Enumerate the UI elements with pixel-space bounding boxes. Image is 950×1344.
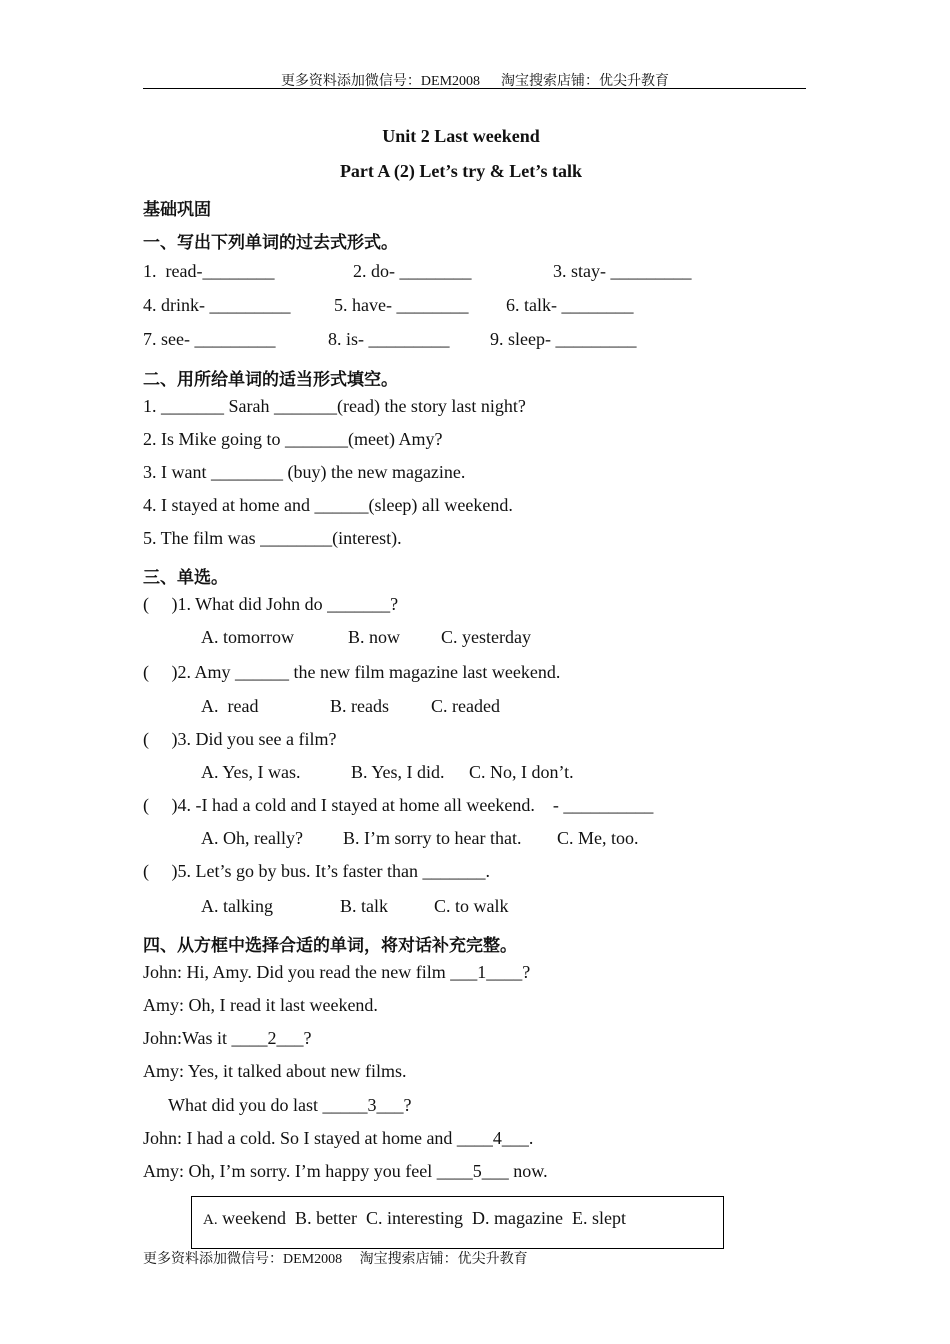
dialogue-line: John:Was it ____2___? (143, 1028, 312, 1048)
mc-option: C. to walk (434, 896, 509, 916)
dialogue-line: John: Hi, Amy. Did you read the new film ___1____? (143, 962, 531, 982)
mc-option: A. tomorrow (201, 627, 294, 647)
section-basic-heading: 基础巩固 (143, 200, 211, 220)
mc-option: B. I’m sorry to hear that. (343, 828, 522, 848)
past-tense-item: 6. talk- ________ (506, 295, 634, 315)
mc-question: ( )1. What did John do _______? (143, 594, 399, 614)
mc-option: A. talking (201, 896, 273, 916)
mc-option: A. Yes, I was. (201, 762, 301, 782)
part-title: Part A (2) Let’s try & Let’s talk (339, 161, 583, 181)
dialogue-line: Amy: Oh, I read it last weekend. (143, 995, 378, 1015)
mc-option: C. No, I don’t. (469, 762, 574, 782)
fill-blank-item: 1. _______ Sarah _______(read) the story last night? (143, 396, 526, 416)
dialogue-line: What did you do last _____3___? (168, 1095, 412, 1115)
past-tense-item: 4. drink- _________ (143, 295, 291, 315)
mc-question: ( )5. Let’s go by bus. It’s faster than _______. (143, 861, 490, 881)
mc-option: A. Oh, really? (201, 828, 303, 848)
past-tense-item: 2. do- ________ (353, 261, 472, 281)
section1-heading: 一、写出下列单词的过去式形式。 (143, 233, 398, 253)
mc-question: ( )4. -I had a cold and I stayed at home all weekend. - __________ (143, 795, 654, 815)
dialogue-line: Amy: Yes, it talked about new films. (143, 1061, 407, 1081)
past-tense-item: 7. see- _________ (143, 329, 276, 349)
mc-option: C. Me, too. (557, 828, 639, 848)
mc-option: B. reads (330, 696, 389, 716)
word-choice-box (191, 1196, 724, 1249)
word-choice-text (203, 1208, 626, 1229)
past-tense-item: 3. stay- _________ (553, 261, 692, 281)
mc-option: C. yesterday (441, 627, 531, 647)
mc-option: A. read (201, 696, 259, 716)
past-tense-item: 8. is- _________ (328, 329, 450, 349)
fill-blank-item: 4. I stayed at home and ______(sleep) all weekend. (143, 495, 513, 515)
section4-heading: 四、从方框中选择合适的单词，将对话补充完整。 (143, 936, 517, 956)
fill-blank-item: 5. The film was ________(interest). (143, 528, 402, 548)
section2-heading: 二、用所给单词的适当形式填空。 (143, 370, 398, 390)
mc-option: B. Yes, I did. (351, 762, 445, 782)
dialogue-line: John: I had a cold. So I stayed at home and ____4___. (143, 1128, 534, 1148)
fill-blank-item: 2. Is Mike going to _______(meet) Amy? (143, 429, 443, 449)
mc-question: ( )3. Did you see a film? (143, 729, 337, 749)
word-choice-words: weekend B. better C. interesting D. magazine E. slept (217, 1208, 626, 1228)
unit-title: Unit 2 Last weekend (382, 126, 540, 146)
past-tense-item: 1. read-________ (143, 261, 275, 281)
fill-blank-item: 3. I want ________ (buy) the new magazine. (143, 462, 466, 482)
header-divider (143, 88, 806, 89)
word-choice-prefix: A. (203, 1212, 218, 1228)
mc-option: B. now (348, 627, 401, 647)
page-footer: 更多资料添加微信号：DEM2008 淘宝搜索店铺：优尖升教育 (143, 1252, 528, 1267)
page-header: 更多资料添加微信号：DEM2008 淘宝搜索店铺：优尖升教育 (280, 74, 670, 89)
mc-option: B. talk (340, 896, 388, 916)
dialogue-line: Amy: Oh, I’m sorry. I’m happy you feel ____5___ now. (143, 1161, 548, 1181)
section3-heading: 三、单选。 (143, 568, 228, 588)
past-tense-item: 5. have- ________ (334, 295, 469, 315)
past-tense-item: 9. sleep- _________ (490, 329, 637, 349)
mc-option: C. readed (431, 696, 500, 716)
mc-question: ( )2. Amy ______ the new film magazine last weekend. (143, 662, 561, 682)
